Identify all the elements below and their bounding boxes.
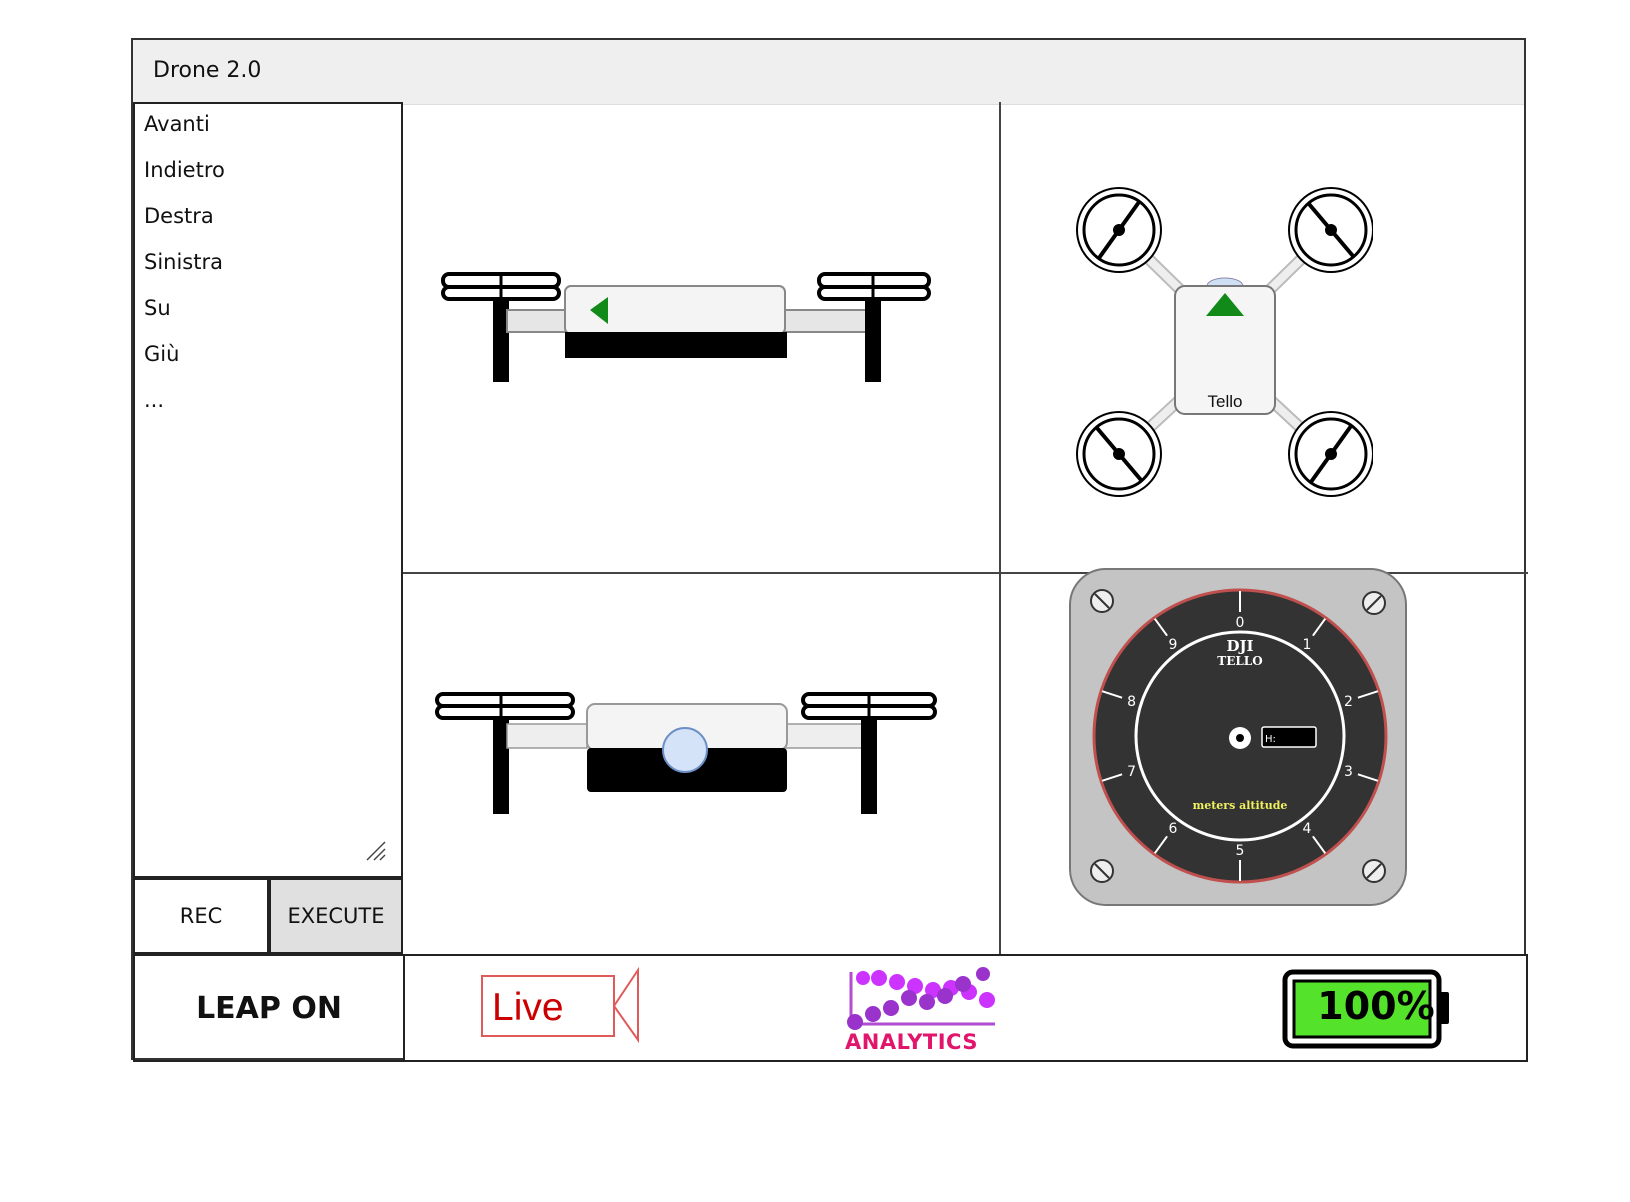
altimeter-scale-label: 5: [1235, 843, 1245, 859]
battery-percentage: 100%: [1317, 984, 1435, 1028]
analytics-label[interactable]: ANALYTICS: [845, 1030, 978, 1054]
gauge-model-label: TELLO: [1217, 654, 1263, 668]
rec-button[interactable]: REC: [133, 878, 269, 954]
gauge-brand-label: DJI: [1226, 637, 1254, 655]
rotor-front-right-icon: [1289, 188, 1373, 272]
altimeter-scale-label: 4: [1302, 821, 1312, 838]
altimeter-scale-label: 6: [1168, 821, 1178, 838]
command-destra[interactable]: Destra: [144, 204, 214, 228]
rotor-rear-right-icon: [1289, 412, 1373, 496]
altimeter-scale-label: 2: [1343, 693, 1353, 710]
drone-top-view: [1053, 180, 1373, 520]
altimeter-scale-label: 3: [1343, 764, 1353, 781]
divider-vertical: [999, 102, 1001, 956]
drone-side-view: [433, 270, 953, 390]
command-list[interactable]: [133, 102, 403, 878]
altimeter-gauge: [1066, 565, 1412, 911]
bottom-toolbar: [403, 954, 1528, 1062]
execute-button[interactable]: EXECUTE: [269, 878, 403, 954]
altimeter-scale-label: 0: [1235, 615, 1245, 631]
drone-model-label: Tello: [1207, 392, 1243, 411]
command-giu[interactable]: Giù: [144, 342, 180, 366]
altitude-readout-label: H:: [1265, 734, 1276, 745]
rotor-rear-left-icon: [1077, 412, 1161, 496]
front-view-right-rotor-icon: [803, 694, 935, 814]
drone-front-view: [429, 690, 959, 830]
gauge-unit-label: meters altitude: [1192, 799, 1288, 812]
window-title: Drone 2.0: [153, 58, 262, 83]
command-avanti[interactable]: Avanti: [144, 112, 210, 136]
altimeter-scale-label: 9: [1168, 636, 1178, 653]
command-su[interactable]: Su: [144, 296, 171, 320]
command-sinistra[interactable]: Sinistra: [144, 250, 223, 274]
altimeter-scale-label: 1: [1302, 636, 1312, 653]
live-label[interactable]: Live: [492, 986, 564, 1029]
title-bar: [133, 40, 1524, 105]
resize-grip-icon[interactable]: [365, 840, 387, 862]
rotor-front-left-icon: [1077, 188, 1161, 272]
altimeter-scale-label: 8: [1127, 693, 1137, 710]
front-view-left-rotor-icon: [437, 694, 573, 814]
app-window: [131, 38, 1526, 1060]
command-indietro[interactable]: Indietro: [144, 158, 225, 182]
command-more[interactable]: ...: [144, 388, 165, 412]
leap-on-button[interactable]: LEAP ON: [133, 954, 405, 1062]
analytics-chart-icon[interactable]: [845, 966, 1005, 1030]
camera-lens-icon: [663, 728, 707, 772]
altimeter-scale-label: 7: [1127, 764, 1137, 781]
